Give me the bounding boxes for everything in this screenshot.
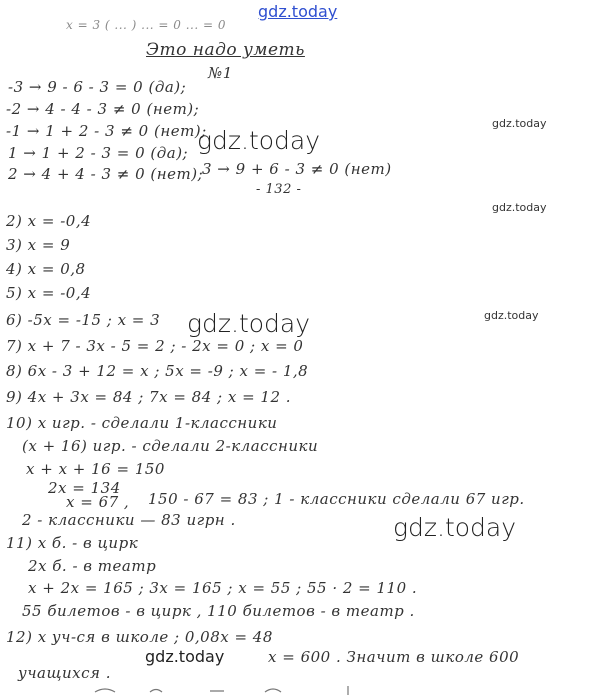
check-line: -2 → 4 - 4 - 3 ≠ 0 (нет); bbox=[6, 100, 200, 118]
page-number: - 132 - bbox=[256, 182, 302, 197]
check-line: -1 → 1 + 2 - 3 ≠ 0 (нет); bbox=[6, 122, 207, 140]
bottom-cut-scribble bbox=[0, 684, 600, 696]
problem12-line: x = 600 . Значит в школе 600 bbox=[268, 648, 520, 666]
check-line: 2 → 4 + 4 - 3 ≠ 0 (нет); bbox=[8, 165, 204, 183]
section-heading: Это надо уметь bbox=[146, 40, 305, 60]
problem11-line: 55 билетов - в цирк , 110 билетов - в театр . bbox=[22, 602, 415, 620]
answer-line: 2) x = -0,4 bbox=[6, 212, 92, 230]
problem11-line: 2x б. - в театр bbox=[28, 557, 157, 575]
problem12-line: 12) x уч-ся в школе ; 0,08x = 48 bbox=[6, 628, 273, 646]
problem10-line: 10) x игр. - сделали 1-классники bbox=[6, 414, 278, 432]
problem10-line: x + x + 16 = 150 bbox=[26, 460, 165, 478]
problem10-line: x = 67 , bbox=[66, 493, 130, 511]
problem10-line: 150 - 67 = 83 ; 1 - классники сделали 67 игр. bbox=[148, 490, 525, 508]
watermark-top[interactable]: gdz.today bbox=[258, 2, 338, 21]
watermark[interactable]: gdz.today bbox=[187, 309, 311, 338]
answer-line: 9) 4x + 3x = 84 ; 7x = 84 ; x = 12 . bbox=[6, 388, 292, 406]
problem10-line: 2 - классники — 83 игрн . bbox=[22, 511, 236, 529]
answer-line: 8) 6x - 3 + 12 = x ; 5x = -9 ; x = - 1,8 bbox=[6, 362, 309, 380]
answer-line: 4) x = 0,8 bbox=[6, 260, 86, 278]
check-line: -3 → 9 - 6 - 3 = 0 (да); bbox=[8, 78, 187, 96]
problem12-line: учащихся . bbox=[18, 664, 111, 682]
top-cut-line: x = 3 ( ... ) ... = 0 ... = 0 bbox=[66, 18, 226, 32]
watermark[interactable]: gdz.today bbox=[393, 513, 517, 542]
problem11-line: x + 2x = 165 ; 3x = 165 ; x = 55 ; 55 · 2 = 110 . bbox=[28, 579, 418, 597]
problem10-line: 2x = 134 bbox=[48, 479, 121, 497]
answer-line: 7) x + 7 - 3x - 5 = 2 ; - 2x = 0 ; x = 0 bbox=[6, 337, 304, 355]
watermark[interactable]: gdz.today bbox=[145, 647, 225, 666]
problem10-line: (x + 16) игр. - сделали 2-классники bbox=[22, 437, 319, 455]
answer-line: 6) -5x = -15 ; x = 3 bbox=[6, 311, 161, 329]
problem11-line: 11) x б. - в цирк bbox=[6, 534, 139, 552]
watermark[interactable]: gdz.today bbox=[197, 126, 321, 155]
watermark[interactable]: gdz.today bbox=[484, 309, 539, 322]
task-number-1: №1 bbox=[208, 64, 233, 82]
check-line: 1 → 1 + 2 - 3 = 0 (да); bbox=[8, 144, 189, 162]
answer-line: 3) x = 9 bbox=[6, 236, 71, 254]
check-line-three: 3 → 9 + 6 - 3 ≠ 0 (нет) bbox=[202, 160, 392, 178]
watermark[interactable]: gdz.today bbox=[492, 201, 547, 214]
answer-line: 5) x = -0,4 bbox=[6, 284, 92, 302]
watermark[interactable]: gdz.today bbox=[492, 117, 547, 130]
